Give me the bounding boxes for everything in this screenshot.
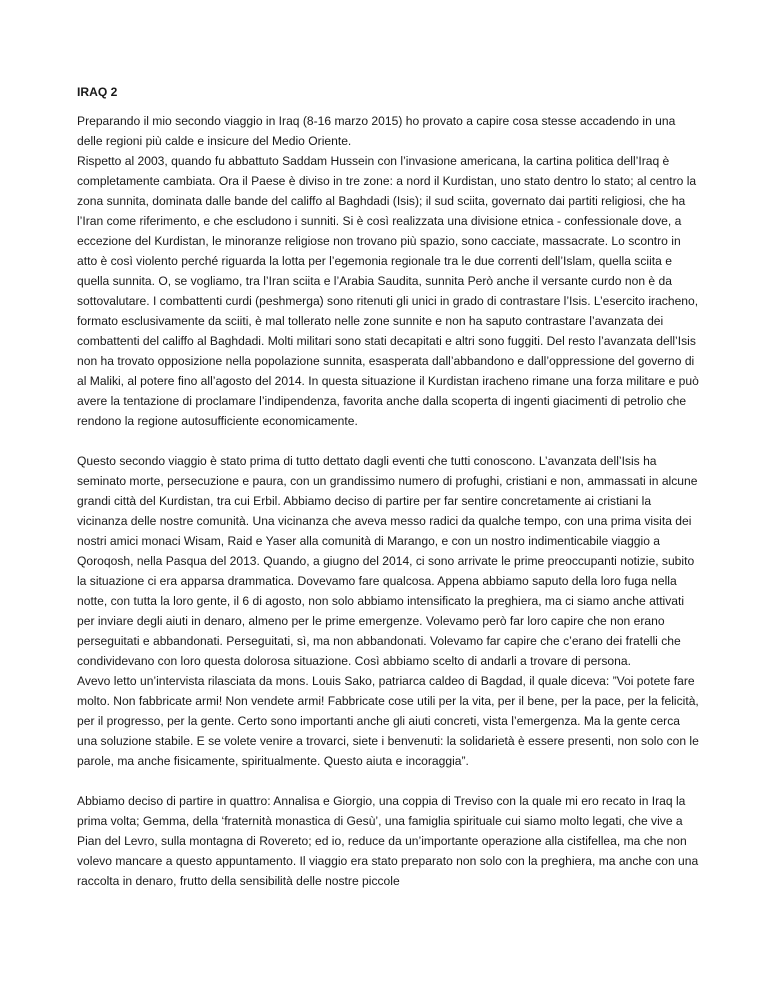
paragraph-political-context: Rispetto al 2003, quando fu abbattuto Saddam Hussein con l’invasione americana, la cartina politica dell’Iraq è completamente cambiata. Ora il Paese è diviso in tre zone: a nord il Kurdistan, uno stato dentro lo stato; al centro la zona sunnita, dominata dalle bande del califfo al Baghdadi (Isis); il sud sciita, governato dai partiti religiosi, che ha l’Iran come riferimento, e che escludono i sunniti. Si è così realizzata una divisione etnica - confessionale dove, a eccezione del Kurdistan, le minoranze religiose non trovano più spazio, sono cacciate, massacrate. Lo scontro in atto è così violento perché riguarda la lotta per l’egemonia regionale tra le due correnti dell’Islam, quella sciita e quella sunnita. O, se vogliamo, tra l’Iran sciita e l’Arabia Saudita, sunnita Però anche il versante curdo non è da sottovalutare. I combattenti curdi (peshmerga) sono ritenuti gli unici in grado di contrastare l’Isis. L’esercito iracheno, formato esclusivamente da sciiti, è mal tollerato nelle zone sunnite e non ha saputo contrastare l’avanzata dei combattenti del califfo al Baghdadi. Molti militari sono stati decapitati e altri sono fuggiti. Del resto l’avanzata dell’Isis non ha trovato opposizione nella popolazione sunnita, esasperata dall’abbandono e dall’oppressione del governo di al Maliki, al potere fino all’agosto del 2014. In questa situazione il Kurdistan iracheno rimane una forza militare e può avere la tentazione di proclamare l’indipendenza, favorita anche dalla scoperta di ingenti giacimenti di petrolio che rendono la regione autosufficiente economicamente. xyxy=(77,154,699,428)
paragraph-trip-motivation: Questo secondo viaggio è stato prima di tutto dettato dagli eventi che tutti conoscono. L’avanzata dell’Isis ha seminato morte, persecuzione e paura, con un grandissimo numero di profughi, cristiani e non, ammassati in alcune grandi città del Kurdistan, tra cui Erbil. Abbiamo deciso di partire per far sentire concretamente ai cristiani la vicinanza delle nostre comunità. Una vicinanza che aveva messo radici da qualche tempo, con una prima visita dei nostri amici monaci Wisam, Raid e Yaser alla comunità di Marango, e con un nostro indimenticabile viaggio a Qoroqosh, nella Pasqua del 2013. Quando, a giugno del 2014, ci sono arrivate le prime preoccupanti notizie, subito la situazione ci era apparsa drammatica. Dovevamo fare qualcosa. Appena abbiamo saputo della loro fuga nella notte, con tutta la loro gente, il 6 di agosto, non solo abbiamo intensificato la preghiera, ma ci siamo anche attivati per inviare degli aiuti in denaro, almeno per le prime emergenze. Volevamo però far loro capire che non erano perseguitati e abbandonati. Perseguitati, sì, ma non abbandonati. Volevamo far capire che c’erano dei fratelli che condividevano con loro questa dolorosa situazione. Così abbiamo scelto di andarli a trovare di persona. xyxy=(77,454,698,668)
paragraph-sako-quote: Avevo letto un’intervista rilasciata da mons. Louis Sako, patriarca caldeo di Bagdad, il quale diceva: ”Voi potete fare molto. Non fabbricate armi! Non vendete armi! Fabbricate cose utili per la vita, per il bene, per la pace, per la felicità, per il progresso, per la gente. Certo sono importanti anche gli aiuti concreti, vista l’emergenza. Ma la gente cerca una soluzione stabile. E se volete venire a trovarci, siete i benvenuti: la solidarietà è essere presenti, non solo con le parole, ma anche fisicamente, spiritualmente. Questo aiuta e incoraggia”. xyxy=(77,674,699,768)
document-page xyxy=(77,82,699,891)
paragraph-intro: Preparando il mio secondo viaggio in Iraq (8-16 marzo 2015) ho provato a capire cosa stesse accadendo in una delle regioni più calde e insicure del Medio Oriente. xyxy=(77,114,676,148)
paragraph-spacer xyxy=(77,431,699,451)
paragraph-travelers: Abbiamo deciso di partire in quattro: Annalisa e Giorgio, una coppia di Treviso con la quale mi ero recato in Iraq la prima volta; Gemma, della ‘fraternità monastica di Gesù’, una famiglia spirituale cui siamo molto legati, che vive a Pian del Levro, sulla montagna di Rovereto; ed io, reduce da un’importante operazione alla cistifellea, ma che non volevo mancare a questo appuntamento. Il viaggio era stato preparato non solo con la preghiera, ma anche con una raccolta in denaro, frutto della sensibilità delle nostre piccole xyxy=(77,794,699,888)
document-title: IRAQ 2 xyxy=(77,85,118,99)
paragraph-spacer xyxy=(77,771,699,791)
